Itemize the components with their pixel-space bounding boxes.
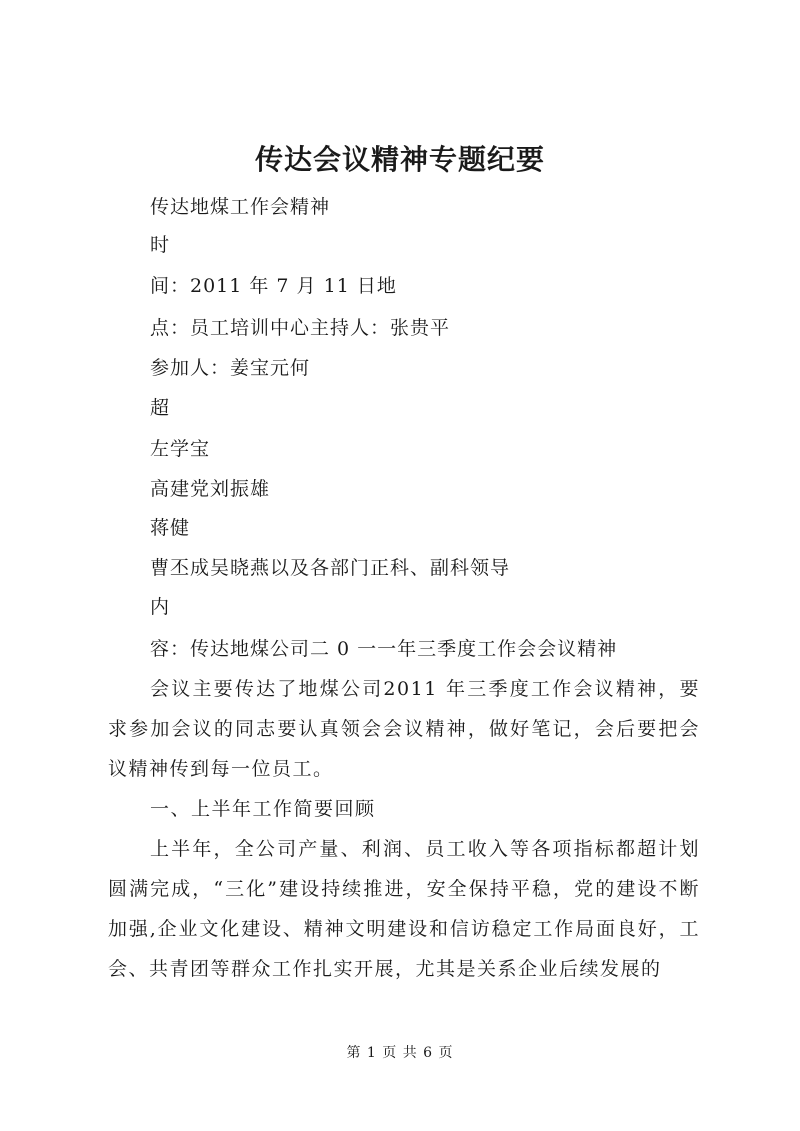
- info-line-attendee: 曹丕成吴晓燕以及各部门正科、副科领导: [150, 557, 511, 579]
- body-paragraph: 会议主要传达了地煤公司2011 年三季度工作会议精神，要求参加会议的同志要认真领会会议精神，做好笔记，会后要把会议精神传到每一位员工。: [108, 678, 700, 780]
- info-line-attendee: 超: [150, 397, 171, 419]
- info-line-location-host: 点：员工培训中心主持人：张贵平: [150, 317, 451, 339]
- info-line-attendee: 蒋健: [150, 517, 191, 539]
- section-heading: 一、上半年工作简要回顾: [150, 798, 376, 820]
- document-title: 传达会议精神专题纪要: [254, 143, 545, 176]
- info-line-date: 间：2011 年 7 月 11 日地: [150, 275, 397, 297]
- info-line-content: 容：传达地煤公司二 0 一一年三季度工作会会议精神: [150, 638, 618, 660]
- info-line-time-label: 时: [150, 234, 171, 256]
- info-line-attendees: 参加人：姜宝元何: [150, 357, 311, 379]
- page-footer: 第 1 页 共 6 页: [346, 1045, 454, 1061]
- info-line-content-label: 内: [150, 596, 171, 618]
- info-line-attendee: 左学宝: [150, 438, 211, 460]
- body-paragraph: 上半年，全公司产量、利润、员工收入等各项指标都超计划圆满完成，“三化”建设持续推进，安全保持平稳，党的建设不断加强,企业文化建设、精神文明建设和信访稳定工作局面良好，工会、共青团等群众工作扎实开展，尤其是关系企业后续发展的: [108, 838, 700, 980]
- meeting-subject: 传达地煤工作会精神: [150, 196, 331, 218]
- info-line-attendee: 高建党刘振雄: [150, 478, 271, 500]
